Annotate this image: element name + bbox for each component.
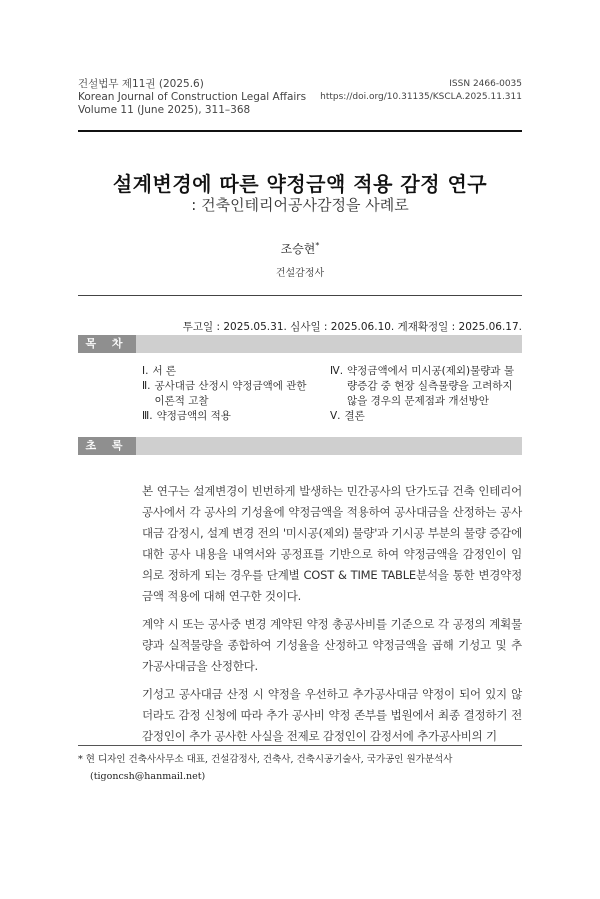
- toc-item-number: Ⅳ.: [330, 365, 344, 377]
- journal-header-right: [302, 78, 522, 104]
- abstract-paragraph: 계약 시 또는 공사중 변경 계약된 약정 총공사비를 기준으로 각 공정의 계획물량과 실적물량을 종합하여 기성율을 산정하고 약정금액을 곱해 기성고 및 추가공사대금을 산정한다.: [142, 617, 522, 673]
- abstract-paragraph: 본 연구는 설계변경이 빈번하게 발생하는 민간공사의 단가도급 건축 인테리어 공사에서 각 공사의 기성율에 약정금액을 적용하여 공사대금을 산정하는 공사대금 감정시, 설계 변경 전의 '미시공(제외) 물량'과 기시공 부분의 물량 증감에 대한 공사 내용을 내역서와 공정표를 기반으로 하여 약정금액을 감정인이 임의로 정하게 되는 경우를 단계별 COST & TIME TABLE분석을 통한 변경약정금액 적용에 대해 연구한 것이다.: [142, 484, 522, 603]
- author-name: [0, 240, 600, 257]
- journal-header-left: [78, 78, 338, 117]
- toc-item-number: Ⅲ.: [142, 410, 153, 422]
- footnote-email: (tigoncsh@hanmail.net): [90, 771, 206, 782]
- author-name-text: 조승현: [280, 242, 316, 256]
- author-affiliation: 건설감정사: [275, 268, 325, 279]
- abstract-label: 초 록: [78, 437, 136, 455]
- issn: ISSN 2466-0035: [449, 79, 522, 89]
- toc-right-column: [330, 364, 520, 424]
- article-title: 설계변경에 따른 약정금액 적용 감정 연구: [112, 172, 488, 196]
- footnote: [78, 751, 522, 785]
- journal-volume-ko: 건설법무 제11권 (2025.6): [78, 78, 204, 90]
- toc-item[interactable]: [142, 379, 307, 409]
- toc-item[interactable]: [142, 409, 307, 424]
- journal-name-en: Korean Journal of Construction Legal Affairs: [78, 91, 307, 103]
- toc-item-text: 결론: [344, 410, 365, 422]
- article-subtitle: : 건축인테리어공사감정을 사례로: [191, 196, 409, 214]
- toc-item-number: Ⅰ.: [142, 365, 149, 377]
- abstract-bar: [78, 437, 522, 455]
- toc-item[interactable]: [330, 409, 520, 424]
- toc-item-number: Ⅴ.: [330, 410, 341, 422]
- toc-item-number: Ⅱ.: [142, 380, 151, 392]
- toc-left-column: [142, 364, 307, 424]
- footnote-author-info: * 현 디자인 건축사사무소 대표, 건설감정사, 건축사, 건축시공기술사, 국가공인 원가분석사: [78, 754, 453, 765]
- toc-item-text: 약정금액에서 미시공(제외)물량과 물량증감 중 현장 실측물량을 고려하지 않을 경우의 문제점과 개선방안: [347, 365, 515, 407]
- toc-bar: [78, 335, 522, 353]
- doi-link[interactable]: https://doi.org/10.31135/KSCLA.2025.11.311: [320, 92, 522, 102]
- journal-volume-en: Volume 11 (June 2025), 311–368: [78, 104, 251, 116]
- footnote-rule: [78, 745, 522, 746]
- abstract-body: [142, 481, 522, 754]
- toc-label: 목 차: [78, 335, 136, 353]
- abstract-paragraph: 기성고 공사대금 산정 시 약정을 우선하고 추가공사대금 약정이 되어 있지 않더라도 감정 신청에 따라 추가 공사비 약정 존부를 법원에서 최종 결정하기 전 감정인이 추가 공사한 사실을 전제로 감정인이 감정서에 추가공사비의 기: [142, 687, 522, 743]
- toc-item[interactable]: [142, 364, 307, 379]
- header-rule: [78, 130, 522, 132]
- submission-dates: 투고일 : 2025.05.31. 심사일 : 2025.06.10. 게재확정일 : 2025.06.17.: [182, 321, 522, 333]
- title-rule: [78, 295, 522, 296]
- toc-item-text: 공사대금 산정시 약정금액에 관한 이론적 고찰: [154, 380, 307, 407]
- toc-item[interactable]: [330, 364, 520, 409]
- toc-item-text: 서 론: [152, 365, 177, 377]
- author-footnote-mark: *: [315, 241, 320, 250]
- toc-item-text: 약정금액의 적용: [156, 410, 231, 422]
